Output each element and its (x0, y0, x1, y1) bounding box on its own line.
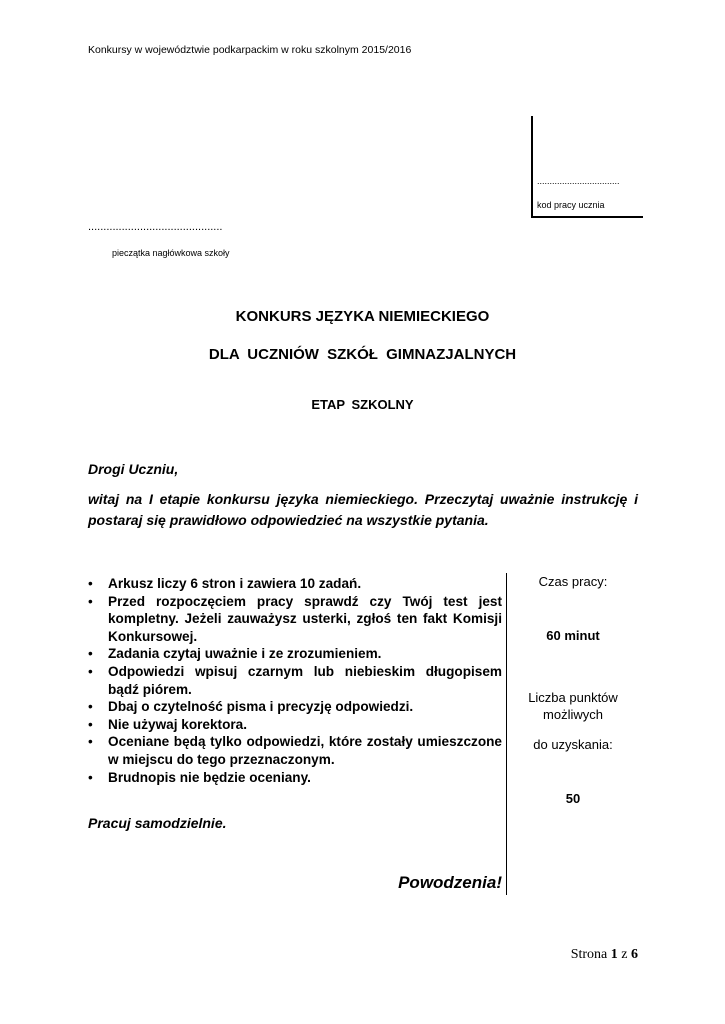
points-label-line3: do uzyskania: (533, 737, 613, 752)
page-total: 6 (631, 947, 638, 962)
points-value: 50 (565, 791, 581, 806)
instruction-item: • Przed rozpoczęciem pracy sprawdź czy Twój test jest kompletny. Jeżeli zauważysz usterki, zgłoś ten fakt Komisji Konkursowej. (88, 593, 502, 646)
points-label-line1: Liczba punktów (528, 690, 618, 705)
page-header: Konkursy w województwie podkarpackim w roku szkolnym 2015/2016 (88, 44, 412, 56)
instruction-item: • Nie używaj korektora. (88, 716, 502, 734)
code-box-border-bottom (531, 216, 643, 218)
code-box-border-left (531, 116, 533, 217)
column-divider (506, 573, 507, 895)
page-separator: z (621, 947, 628, 962)
points-label-line2: możliwych (543, 707, 603, 722)
work-alone-note: Pracuj samodzielnie. (88, 815, 227, 831)
instruction-item: • Odpowiedzi wpisuj czarnym lub niebieskim długopisem bądź piórem. (88, 663, 502, 698)
instructions-list (88, 575, 502, 786)
page-number (571, 947, 638, 963)
instruction-item: • Arkusz liczy 6 stron i zawiera 10 zadań. (88, 575, 502, 593)
competition-title: KONKURS JĘZYKA NIEMIECKIEGO (235, 308, 490, 325)
competition-audience: DLA UCZNIÓW SZKÓŁ GIMNAZJALNYCH (208, 346, 517, 363)
school-stamp-label: pieczątka nagłówkowa szkoły (112, 248, 230, 258)
work-time-label: Czas pracy: (538, 574, 608, 589)
instruction-item: • Zadania czytaj uważnie i ze zrozumieniem. (88, 645, 502, 663)
school-stamp-field[interactable]: ............................................ (88, 221, 223, 233)
page-word: Strona (570, 947, 608, 962)
intro-text: witaj na I etapie konkursu języka niemieckiego. Przeczytaj uważnie instrukcję i postaraj się prawidłowo odpowiedzieć na wszystkie pytania. (88, 491, 638, 528)
work-time-value: 60 minut (546, 628, 600, 643)
competition-stage: ETAP SZKOLNY (311, 397, 414, 412)
good-luck-note: Powodzenia! (398, 873, 502, 892)
instruction-item: • Dbaj o czytelność pisma i precyzję odpowiedzi. (88, 698, 502, 716)
greeting: Drogi Uczniu, (88, 461, 179, 477)
student-code-field[interactable]: ................................. (537, 176, 620, 186)
instruction-item: • Brudnopis nie będzie oceniany. (88, 769, 502, 787)
instruction-item: • Oceniane będą tylko odpowiedzi, które zostały umieszczone w miejscu do tego przeznaczonym. (88, 733, 502, 768)
page-current: 1 (610, 947, 618, 962)
student-code-label: kod pracy ucznia (537, 200, 605, 210)
